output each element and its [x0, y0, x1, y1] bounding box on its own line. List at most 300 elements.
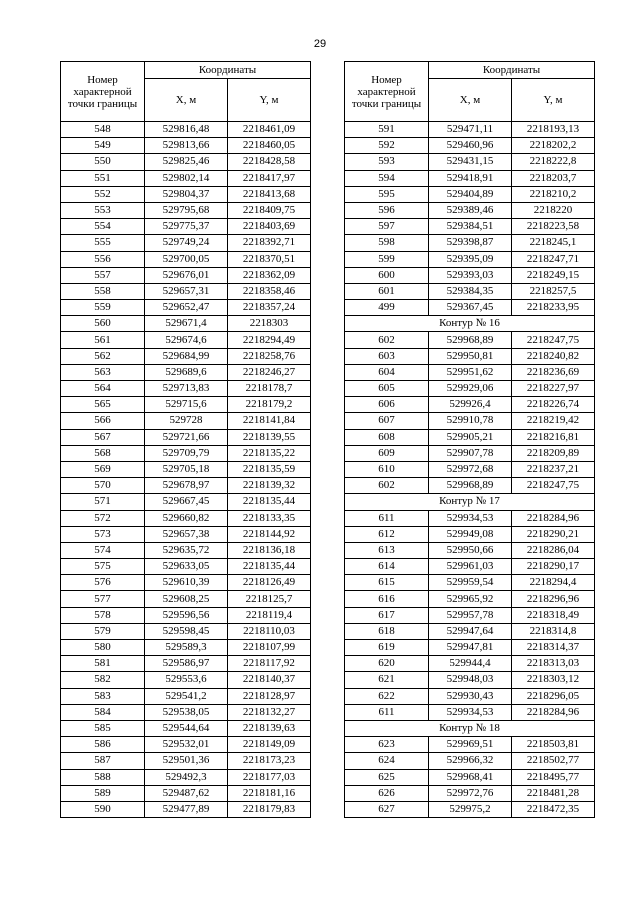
table-row [345, 656, 595, 672]
y-coordinate-cell: 2218135,59 [228, 461, 311, 477]
point-number-cell: 582 [61, 672, 145, 688]
x-coordinate-cell: 529709,79 [145, 445, 228, 461]
header-y: Y, м [512, 79, 595, 122]
y-coordinate-cell: 2218117,92 [228, 656, 311, 672]
table-row [345, 785, 595, 801]
contour-row [345, 494, 595, 510]
x-coordinate-cell: 529957,78 [429, 607, 512, 623]
y-coordinate-cell: 2218290,21 [512, 526, 595, 542]
table-row [61, 769, 311, 785]
point-number-cell: 612 [345, 526, 429, 542]
y-coordinate-cell: 2218296,05 [512, 688, 595, 704]
table-row [61, 283, 311, 299]
y-coordinate-cell: 2218107,99 [228, 640, 311, 656]
header-y: Y, м [228, 79, 311, 122]
contour-row [345, 720, 595, 736]
y-coordinate-cell: 2218314,37 [512, 640, 595, 656]
header-point-number: Номер характерной точки границы [345, 62, 429, 122]
y-coordinate-cell: 2218303,12 [512, 672, 595, 688]
y-coordinate-cell: 2218240,82 [512, 348, 595, 364]
table-row [61, 656, 311, 672]
x-coordinate-cell: 529633,05 [145, 559, 228, 575]
y-coordinate-cell: 2218173,23 [228, 753, 311, 769]
x-coordinate-cell: 529961,03 [429, 559, 512, 575]
y-coordinate-cell: 2218220 [512, 202, 595, 218]
x-coordinate-cell: 529951,62 [429, 364, 512, 380]
y-coordinate-cell: 2218403,69 [228, 219, 311, 235]
y-coordinate-cell: 2218246,27 [228, 364, 311, 380]
y-coordinate-cell: 2218222,8 [512, 154, 595, 170]
x-coordinate-cell: 529553,6 [145, 672, 228, 688]
table-body-left [61, 122, 311, 818]
y-coordinate-cell: 2218237,21 [512, 461, 595, 477]
x-coordinate-cell: 529907,78 [429, 445, 512, 461]
x-coordinate-cell: 529635,72 [145, 542, 228, 558]
y-coordinate-cell: 2218461,09 [228, 122, 311, 138]
x-coordinate-cell: 529689,6 [145, 364, 228, 380]
point-number-cell: 579 [61, 623, 145, 639]
header-x: X, м [429, 79, 512, 122]
table-row [345, 170, 595, 186]
y-coordinate-cell: 2218179,2 [228, 397, 311, 413]
table-row [345, 429, 595, 445]
x-coordinate-cell: 529934,53 [429, 510, 512, 526]
table-row [345, 688, 595, 704]
table-row [61, 526, 311, 542]
point-number-cell: 591 [345, 122, 429, 138]
x-coordinate-cell: 529598,45 [145, 623, 228, 639]
table-row [61, 186, 311, 202]
x-coordinate-cell: 529972,68 [429, 461, 512, 477]
table-row [61, 332, 311, 348]
x-coordinate-cell: 529816,48 [145, 122, 228, 138]
x-coordinate-cell: 529949,08 [429, 526, 512, 542]
table-row [61, 753, 311, 769]
y-coordinate-cell: 2218135,22 [228, 445, 311, 461]
x-coordinate-cell: 529389,46 [429, 202, 512, 218]
table-row [61, 801, 311, 817]
x-coordinate-cell: 529947,81 [429, 640, 512, 656]
x-coordinate-cell: 529802,14 [145, 170, 228, 186]
table-row [345, 381, 595, 397]
point-number-cell: 572 [61, 510, 145, 526]
x-coordinate-cell: 529477,89 [145, 801, 228, 817]
point-number-cell: 585 [61, 720, 145, 736]
y-coordinate-cell: 2218392,71 [228, 235, 311, 251]
point-number-cell: 575 [61, 559, 145, 575]
table-row [345, 769, 595, 785]
x-coordinate-cell: 529705,18 [145, 461, 228, 477]
y-coordinate-cell: 2218247,75 [512, 332, 595, 348]
y-coordinate-cell: 2218370,51 [228, 251, 311, 267]
y-coordinate-cell: 2218313,03 [512, 656, 595, 672]
x-coordinate-cell: 529972,76 [429, 785, 512, 801]
x-coordinate-cell: 529674,6 [145, 332, 228, 348]
x-coordinate-cell: 529657,31 [145, 283, 228, 299]
y-coordinate-cell: 2218144,92 [228, 526, 311, 542]
point-number-cell: 553 [61, 202, 145, 218]
x-coordinate-cell: 529589,3 [145, 640, 228, 656]
x-coordinate-cell: 529538,05 [145, 704, 228, 720]
x-coordinate-cell: 529700,05 [145, 251, 228, 267]
point-number-cell: 600 [345, 267, 429, 283]
y-coordinate-cell: 2218413,68 [228, 186, 311, 202]
x-coordinate-cell: 529948,03 [429, 672, 512, 688]
point-number-cell: 595 [345, 186, 429, 202]
y-coordinate-cell: 2218245,1 [512, 235, 595, 251]
y-coordinate-cell: 2218294,4 [512, 575, 595, 591]
y-coordinate-cell: 2218110,03 [228, 623, 311, 639]
point-number-cell: 583 [61, 688, 145, 704]
y-coordinate-cell: 2218135,44 [228, 494, 311, 510]
table-row [345, 575, 595, 591]
point-number-cell: 588 [61, 769, 145, 785]
point-number-cell: 590 [61, 801, 145, 817]
point-number-cell: 578 [61, 607, 145, 623]
y-coordinate-cell: 2218249,15 [512, 267, 595, 283]
point-number-cell: 615 [345, 575, 429, 591]
x-coordinate-cell: 529501,36 [145, 753, 228, 769]
y-coordinate-cell: 2218219,42 [512, 413, 595, 429]
point-number-cell: 560 [61, 316, 145, 332]
table-row [345, 542, 595, 558]
y-coordinate-cell: 2218216,81 [512, 429, 595, 445]
point-number-cell: 573 [61, 526, 145, 542]
table-row [345, 186, 595, 202]
table-row [61, 720, 311, 736]
point-number-cell: 586 [61, 737, 145, 753]
table-row [61, 688, 311, 704]
x-coordinate-cell: 529492,3 [145, 769, 228, 785]
y-coordinate-cell: 2218294,49 [228, 332, 311, 348]
point-number-cell: 558 [61, 283, 145, 299]
table-row [61, 251, 311, 267]
x-coordinate-cell: 529652,47 [145, 300, 228, 316]
point-number-cell: 608 [345, 429, 429, 445]
x-coordinate-cell: 529610,39 [145, 575, 228, 591]
x-coordinate-cell: 529975,2 [429, 801, 512, 817]
y-coordinate-cell: 2218409,75 [228, 202, 311, 218]
table-row [345, 267, 595, 283]
point-number-cell: 604 [345, 364, 429, 380]
point-number-cell: 625 [345, 769, 429, 785]
x-coordinate-cell: 529926,4 [429, 397, 512, 413]
point-number-cell: 592 [345, 138, 429, 154]
table-row [345, 202, 595, 218]
table-row [345, 753, 595, 769]
point-number-cell: 548 [61, 122, 145, 138]
point-number-cell: 574 [61, 542, 145, 558]
point-number-cell: 571 [61, 494, 145, 510]
coordinates-table-right [344, 61, 595, 818]
y-coordinate-cell: 2218178,7 [228, 381, 311, 397]
table-row [61, 429, 311, 445]
coordinates-table-left [60, 61, 311, 818]
y-coordinate-cell: 2218236,69 [512, 364, 595, 380]
y-coordinate-cell: 2218357,24 [228, 300, 311, 316]
table-row [61, 623, 311, 639]
point-number-cell: 562 [61, 348, 145, 364]
table-row [61, 170, 311, 186]
table-row [345, 607, 595, 623]
point-number-cell: 555 [61, 235, 145, 251]
table-row [61, 202, 311, 218]
table-row [61, 461, 311, 477]
table-row [61, 300, 311, 316]
point-number-cell: 596 [345, 202, 429, 218]
point-number-cell: 605 [345, 381, 429, 397]
table-row [345, 672, 595, 688]
point-number-cell: 626 [345, 785, 429, 801]
x-coordinate-cell: 529418,91 [429, 170, 512, 186]
y-coordinate-cell: 2218135,44 [228, 559, 311, 575]
table-row [61, 591, 311, 607]
table-row [345, 559, 595, 575]
point-number-cell: 611 [345, 704, 429, 720]
point-number-cell: 620 [345, 656, 429, 672]
point-number-cell: 619 [345, 640, 429, 656]
table-row [345, 461, 595, 477]
point-number-cell: 623 [345, 737, 429, 753]
y-coordinate-cell: 2218233,95 [512, 300, 595, 316]
point-number-cell: 618 [345, 623, 429, 639]
y-coordinate-cell: 2218141,84 [228, 413, 311, 429]
table-row [345, 397, 595, 413]
point-number-cell: 499 [345, 300, 429, 316]
point-number-cell: 564 [61, 381, 145, 397]
table-row [61, 494, 311, 510]
point-number-cell: 566 [61, 413, 145, 429]
header-coordinates: Координаты [145, 62, 311, 79]
y-coordinate-cell: 2218179,83 [228, 801, 311, 817]
table-row [345, 478, 595, 494]
point-number-cell: 551 [61, 170, 145, 186]
x-coordinate-cell: 529934,53 [429, 704, 512, 720]
table-row [61, 704, 311, 720]
point-number-cell: 577 [61, 591, 145, 607]
point-number-cell: 550 [61, 154, 145, 170]
y-coordinate-cell: 2218428,58 [228, 154, 311, 170]
y-coordinate-cell: 2218303 [228, 316, 311, 332]
x-coordinate-cell: 529715,6 [145, 397, 228, 413]
contour-label: Контур № 18 [345, 720, 595, 736]
point-number-cell: 599 [345, 251, 429, 267]
point-number-cell: 581 [61, 656, 145, 672]
y-coordinate-cell: 2218209,89 [512, 445, 595, 461]
y-coordinate-cell: 2218149,09 [228, 737, 311, 753]
table-row [345, 219, 595, 235]
contour-label: Контур № 16 [345, 316, 595, 332]
x-coordinate-cell: 529395,09 [429, 251, 512, 267]
point-number-cell: 614 [345, 559, 429, 575]
x-coordinate-cell: 529487,62 [145, 785, 228, 801]
point-number-cell: 557 [61, 267, 145, 283]
table-row [345, 591, 595, 607]
point-number-cell: 549 [61, 138, 145, 154]
y-coordinate-cell: 2218139,32 [228, 478, 311, 494]
point-number-cell: 567 [61, 429, 145, 445]
point-number-cell: 603 [345, 348, 429, 364]
table-row [61, 575, 311, 591]
point-number-cell: 598 [345, 235, 429, 251]
x-coordinate-cell: 529959,54 [429, 575, 512, 591]
y-coordinate-cell: 2218460,05 [228, 138, 311, 154]
point-number-cell: 570 [61, 478, 145, 494]
table-row [345, 364, 595, 380]
x-coordinate-cell: 529367,45 [429, 300, 512, 316]
table-row [61, 785, 311, 801]
x-coordinate-cell: 529968,89 [429, 478, 512, 494]
x-coordinate-cell: 529930,43 [429, 688, 512, 704]
x-coordinate-cell: 529825,46 [145, 154, 228, 170]
point-number-cell: 611 [345, 510, 429, 526]
table-row [61, 737, 311, 753]
y-coordinate-cell: 2218139,63 [228, 720, 311, 736]
point-number-cell: 584 [61, 704, 145, 720]
point-number-cell: 552 [61, 186, 145, 202]
x-coordinate-cell: 529398,87 [429, 235, 512, 251]
x-coordinate-cell: 529950,81 [429, 348, 512, 364]
y-coordinate-cell: 2218177,03 [228, 769, 311, 785]
point-number-cell: 593 [345, 154, 429, 170]
table-row [345, 251, 595, 267]
point-number-cell: 622 [345, 688, 429, 704]
x-coordinate-cell: 529966,32 [429, 753, 512, 769]
table-row [345, 154, 595, 170]
table-body-right [345, 122, 595, 818]
table-row [345, 510, 595, 526]
table-row [345, 704, 595, 720]
y-coordinate-cell: 2218210,2 [512, 186, 595, 202]
point-number-cell: 610 [345, 461, 429, 477]
point-number-cell: 617 [345, 607, 429, 623]
x-coordinate-cell: 529721,66 [145, 429, 228, 445]
x-coordinate-cell: 529968,89 [429, 332, 512, 348]
y-coordinate-cell: 2218227,97 [512, 381, 595, 397]
point-number-cell: 601 [345, 283, 429, 299]
y-coordinate-cell: 2218481,28 [512, 785, 595, 801]
x-coordinate-cell: 529431,15 [429, 154, 512, 170]
table-row [345, 445, 595, 461]
table-row [61, 235, 311, 251]
y-coordinate-cell: 2218133,35 [228, 510, 311, 526]
x-coordinate-cell: 529608,25 [145, 591, 228, 607]
x-coordinate-cell: 529678,97 [145, 478, 228, 494]
x-coordinate-cell: 529968,41 [429, 769, 512, 785]
x-coordinate-cell: 529929,06 [429, 381, 512, 397]
table-header [345, 62, 595, 122]
table-row [345, 737, 595, 753]
y-coordinate-cell: 2218417,97 [228, 170, 311, 186]
point-number-cell: 559 [61, 300, 145, 316]
point-number-cell: 621 [345, 672, 429, 688]
table-row [61, 381, 311, 397]
x-coordinate-cell: 529944,4 [429, 656, 512, 672]
y-coordinate-cell: 2218226,74 [512, 397, 595, 413]
x-coordinate-cell: 529749,24 [145, 235, 228, 251]
y-coordinate-cell: 2218202,2 [512, 138, 595, 154]
x-coordinate-cell: 529969,51 [429, 737, 512, 753]
x-coordinate-cell: 529384,35 [429, 283, 512, 299]
y-coordinate-cell: 2218503,81 [512, 737, 595, 753]
table-row [345, 138, 595, 154]
header-point-number: Номер характерной точки границы [61, 62, 145, 122]
table-row [61, 672, 311, 688]
y-coordinate-cell: 2218126,49 [228, 575, 311, 591]
table-row [345, 235, 595, 251]
y-coordinate-cell: 2218290,17 [512, 559, 595, 575]
table-row [345, 283, 595, 299]
table-row [61, 510, 311, 526]
table-row [345, 413, 595, 429]
point-number-cell: 609 [345, 445, 429, 461]
table-row [345, 122, 595, 138]
point-number-cell: 569 [61, 461, 145, 477]
y-coordinate-cell: 2218502,77 [512, 753, 595, 769]
y-coordinate-cell: 2218193,13 [512, 122, 595, 138]
x-coordinate-cell: 529728 [145, 413, 228, 429]
point-number-cell: 594 [345, 170, 429, 186]
header-x: X, м [145, 79, 228, 122]
point-number-cell: 563 [61, 364, 145, 380]
point-number-cell: 554 [61, 219, 145, 235]
table-row [345, 332, 595, 348]
x-coordinate-cell: 529541,2 [145, 688, 228, 704]
table-row [345, 348, 595, 364]
x-coordinate-cell: 529393,03 [429, 267, 512, 283]
table-row [61, 219, 311, 235]
x-coordinate-cell: 529910,78 [429, 413, 512, 429]
point-number-cell: 565 [61, 397, 145, 413]
y-coordinate-cell: 2218136,18 [228, 542, 311, 558]
point-number-cell: 627 [345, 801, 429, 817]
y-coordinate-cell: 2218128,97 [228, 688, 311, 704]
y-coordinate-cell: 2218247,75 [512, 478, 595, 494]
y-coordinate-cell: 2218314,8 [512, 623, 595, 639]
point-number-cell: 616 [345, 591, 429, 607]
header-coordinates: Координаты [429, 62, 595, 79]
point-number-cell: 624 [345, 753, 429, 769]
table-row [345, 526, 595, 542]
x-coordinate-cell: 529471,11 [429, 122, 512, 138]
y-coordinate-cell: 2218318,49 [512, 607, 595, 623]
point-number-cell: 589 [61, 785, 145, 801]
x-coordinate-cell: 529532,01 [145, 737, 228, 753]
table-header [61, 62, 311, 122]
y-coordinate-cell: 2218181,16 [228, 785, 311, 801]
x-coordinate-cell: 529795,68 [145, 202, 228, 218]
x-coordinate-cell: 529905,21 [429, 429, 512, 445]
x-coordinate-cell: 529404,89 [429, 186, 512, 202]
table-row [345, 801, 595, 817]
contour-label: Контур № 17 [345, 494, 595, 510]
y-coordinate-cell: 2218247,71 [512, 251, 595, 267]
y-coordinate-cell: 2218119,4 [228, 607, 311, 623]
point-number-cell: 602 [345, 332, 429, 348]
table-row [61, 542, 311, 558]
table-row [61, 348, 311, 364]
y-coordinate-cell: 2218495,77 [512, 769, 595, 785]
x-coordinate-cell: 529775,37 [145, 219, 228, 235]
point-number-cell: 568 [61, 445, 145, 461]
point-number-cell: 580 [61, 640, 145, 656]
x-coordinate-cell: 529596,56 [145, 607, 228, 623]
table-row [61, 364, 311, 380]
x-coordinate-cell: 529950,66 [429, 542, 512, 558]
x-coordinate-cell: 529460,96 [429, 138, 512, 154]
table-row [61, 316, 311, 332]
y-coordinate-cell: 2218257,5 [512, 283, 595, 299]
